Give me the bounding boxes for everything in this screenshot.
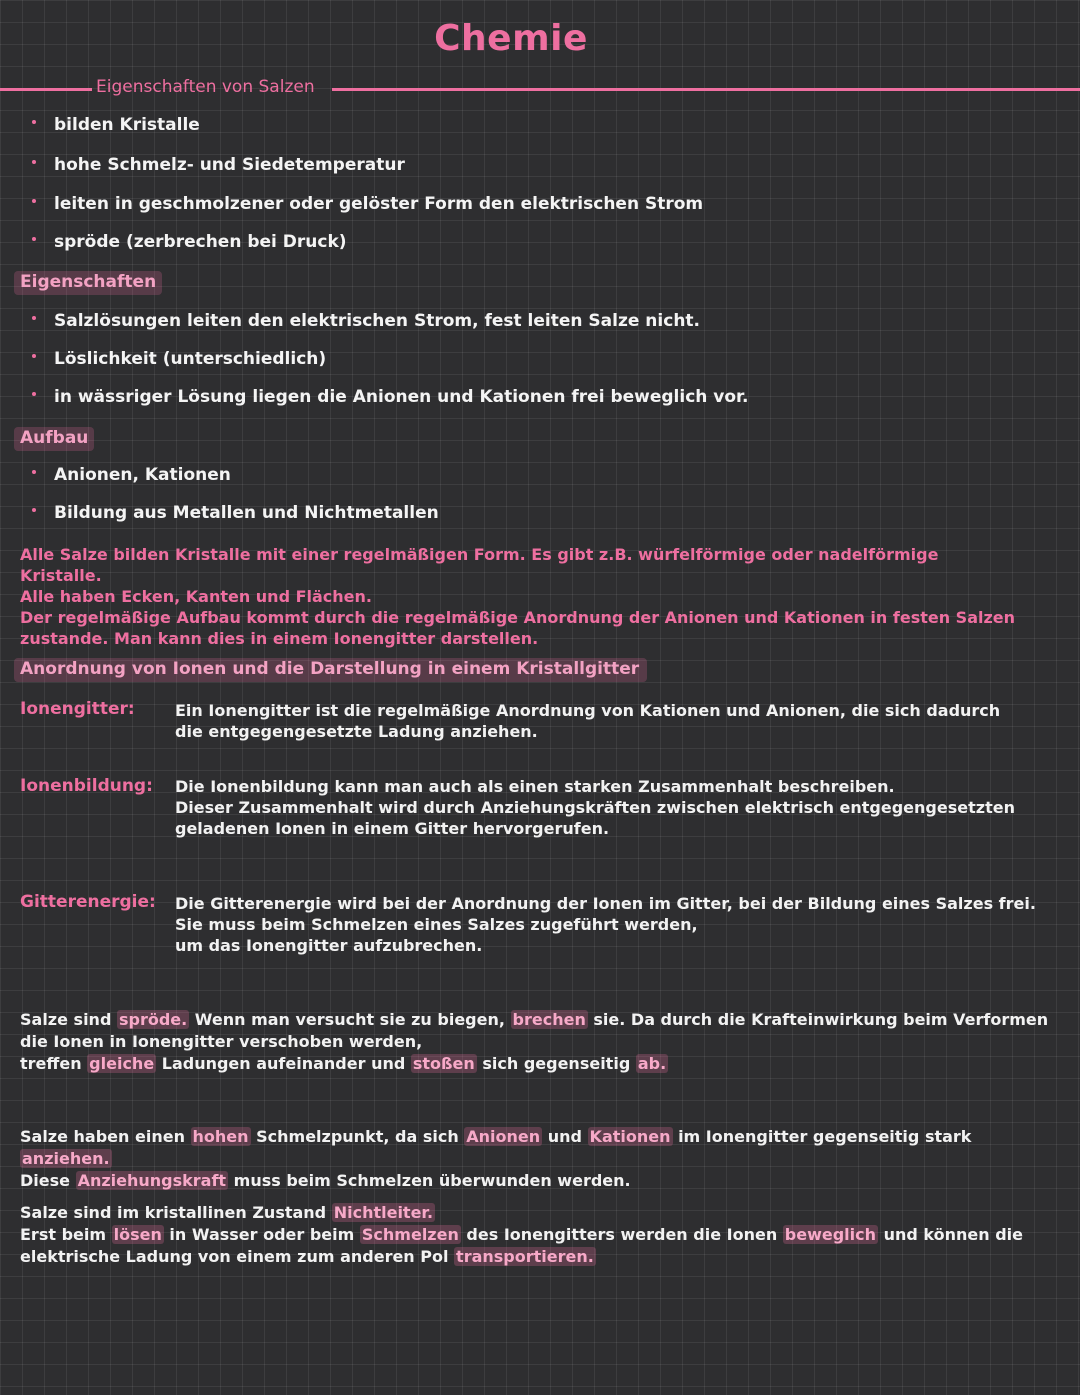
text-fragment: Alle haben Ecken, Kanten und Flächen. xyxy=(20,587,372,606)
text-fragment: Löslichkeit (unterschiedlich) xyxy=(54,349,327,369)
list-item xyxy=(32,232,347,252)
text-fragment: elektrische Ladung von einem zum anderen Pol xyxy=(20,1247,455,1266)
text-fragment: transportieren. xyxy=(456,1247,594,1266)
page-title: Chemie xyxy=(434,18,588,59)
bullet-icon xyxy=(32,199,36,203)
text-fragment: Sie muss beim Schmelzen eines Salzes zugeführt werden, xyxy=(175,915,698,934)
text-fragment: Schmelzpunkt, da sich xyxy=(250,1127,465,1146)
list-item xyxy=(32,155,405,175)
paragraph-schmelzpunkt xyxy=(20,1126,1060,1192)
text-fragment: spröde. xyxy=(118,1010,188,1029)
text-fragment: des Ionengitters werden die Ionen xyxy=(460,1225,783,1244)
text-fragment: beweglich xyxy=(784,1225,877,1244)
kristall-paragraph xyxy=(20,544,1020,649)
text-fragment: Anionen, Kationen xyxy=(54,465,231,485)
definition-term: Ionengitter: xyxy=(20,699,135,719)
text-fragment: Wenn man versucht sie zu biegen, xyxy=(189,1010,511,1029)
bullet-icon xyxy=(32,354,36,358)
text-fragment: die entgegengesetzte Ladung anziehen. xyxy=(175,722,538,741)
text-fragment: Die Gitterenergie wird bei der Anordnung der Ionen im Gitter, bei der Bildung eines Salzes frei. xyxy=(175,894,1036,913)
text-fragment: zustande. Man kann dies in einem Ionengitter darstellen. xyxy=(20,629,539,648)
definition-term: Ionenbildung: xyxy=(20,776,153,796)
text-fragment: brechen xyxy=(512,1010,586,1029)
text-fragment: Dieser Zusammenhalt wird durch Anziehungskräften zwischen elektrisch entgegengesetzten xyxy=(175,798,1015,817)
text-fragment: die Ionen in Ionengitter verschoben werden, xyxy=(20,1032,423,1051)
text-fragment: sie. Da durch die Krafteinwirkung beim Verformen xyxy=(587,1010,1049,1029)
text-line xyxy=(20,1053,1060,1075)
anordnung-tag: Anordnung von Ionen und die Darstellung in einem Kristallgitter xyxy=(14,658,647,682)
text-fragment: stoßen xyxy=(412,1054,475,1073)
text-fragment: Salze sind xyxy=(20,1010,117,1029)
text-fragment: und xyxy=(542,1127,588,1146)
list-item xyxy=(32,387,748,407)
list-item xyxy=(32,115,200,135)
text-fragment: Anionen xyxy=(466,1127,541,1146)
header-rule-left xyxy=(0,88,92,91)
text-fragment: Salze haben einen xyxy=(20,1127,191,1146)
text-line xyxy=(20,1126,1060,1170)
aufbau-tag: Aufbau xyxy=(14,427,94,451)
text-fragment: und können die xyxy=(878,1225,1023,1244)
bullet-icon xyxy=(32,508,36,512)
text-fragment: Bildung aus Metallen und Nichtmetallen xyxy=(54,503,439,523)
text-line xyxy=(20,1246,1060,1268)
bullet-icon xyxy=(32,316,36,320)
text-fragment: bilden Kristalle xyxy=(54,115,200,135)
list-item xyxy=(32,465,231,485)
text-fragment: Salze sind im kristallinen Zustand xyxy=(20,1203,332,1222)
text-fragment: leiten in geschmolzener oder gelöster Form den elektrischen Strom xyxy=(54,194,704,214)
eigenschaften-tag: Eigenschaften xyxy=(14,271,162,295)
text-fragment: im Ionengitter gegenseitig stark xyxy=(672,1127,972,1146)
text-fragment: um das Ionengitter aufzubrechen. xyxy=(175,936,483,955)
text-fragment: hohe Schmelz- und Siedetemperatur xyxy=(54,155,405,175)
text-fragment: Anziehungskraft xyxy=(77,1171,227,1190)
list-item xyxy=(32,349,326,369)
definition-term: Gitterenergie: xyxy=(20,892,156,912)
text-fragment: in wässriger Lösung liegen die Anionen und Kationen frei beweglich vor. xyxy=(54,387,749,407)
text-fragment: Ladungen aufeinander und xyxy=(156,1054,411,1073)
text-fragment: Nichtleiter. xyxy=(333,1203,434,1222)
text-fragment: Salzlösungen leiten den elektrischen Strom, fest leiten Salze nicht. xyxy=(54,311,700,331)
definition-text xyxy=(175,893,1045,956)
text-line xyxy=(20,1202,1060,1224)
section-header: Eigenschaften von Salzen xyxy=(96,77,315,97)
text-line xyxy=(20,1224,1060,1246)
text-fragment: Ein Ionengitter ist die regelmäßige Anordnung von Kationen und Anionen, die sich dadurch xyxy=(175,701,1001,720)
text-fragment: Alle Salze bilden Kristalle mit einer regelmäßigen Form. Es gibt z.B. würfelförmige oder nadelförmige Kristalle. xyxy=(20,545,939,585)
bullet-icon xyxy=(32,160,36,164)
text-fragment: Die Ionenbildung kann man auch als einen starken Zusammenhalt beschreiben. xyxy=(175,777,895,796)
definition-text xyxy=(175,700,1045,742)
text-fragment: Erst beim xyxy=(20,1225,112,1244)
text-fragment: spröde (zerbrechen bei Druck) xyxy=(54,232,347,252)
text-fragment: anziehen. xyxy=(22,1149,110,1168)
paragraph-sproede xyxy=(20,1009,1060,1075)
text-line xyxy=(20,1009,1060,1031)
definition-text xyxy=(175,776,1045,839)
text-fragment: in Wasser oder beim xyxy=(163,1225,360,1244)
text-fragment: lösen xyxy=(113,1225,162,1244)
text-fragment: Schmelzen xyxy=(361,1225,459,1244)
list-item xyxy=(32,311,700,331)
text-fragment: sich gegenseitig xyxy=(476,1054,636,1073)
bullet-icon xyxy=(32,237,36,241)
bullet-icon xyxy=(32,120,36,124)
header-rule-right xyxy=(332,88,1080,91)
text-fragment: Kationen xyxy=(589,1127,671,1146)
paragraph-leitfaehigkeit xyxy=(20,1202,1060,1268)
list-item xyxy=(32,503,439,523)
text-line xyxy=(20,1170,1060,1192)
list-item xyxy=(32,194,703,214)
bullet-icon xyxy=(32,392,36,396)
text-fragment: Diese xyxy=(20,1171,76,1190)
text-fragment: ab. xyxy=(637,1054,667,1073)
text-fragment: muss beim Schmelzen überwunden werden. xyxy=(228,1171,631,1190)
text-fragment: hohen xyxy=(192,1127,249,1146)
text-fragment: gleiche xyxy=(89,1054,155,1073)
bullet-icon xyxy=(32,470,36,474)
text-fragment: geladenen Ionen in einem Gitter hervorgerufen. xyxy=(175,819,610,838)
text-fragment: Der regelmäßige Aufbau kommt durch die regelmäßige Anordnung der Anionen und Kationen in festen Salzen xyxy=(20,608,1016,627)
text-fragment: treffen xyxy=(20,1054,88,1073)
